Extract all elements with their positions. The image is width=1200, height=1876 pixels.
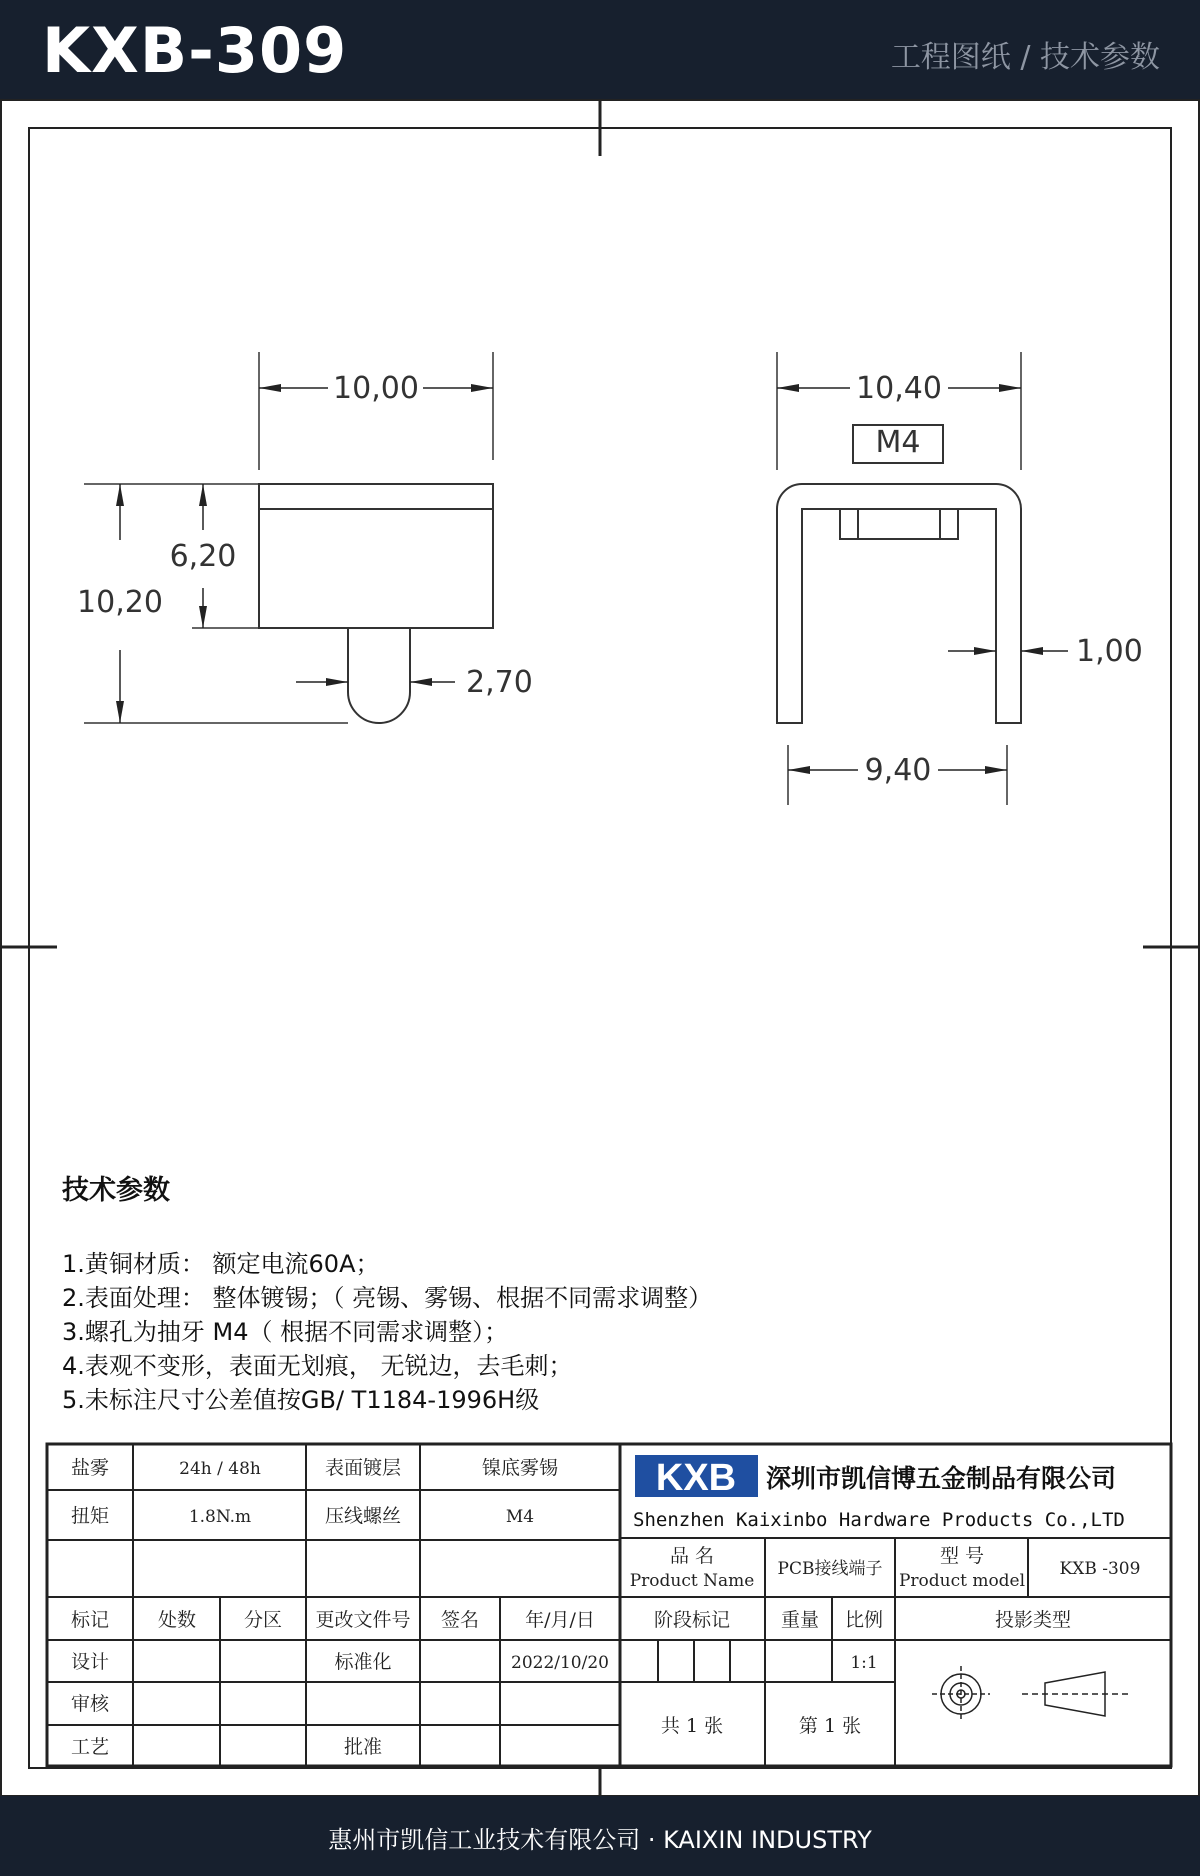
rev-header-date: 年/月/日 xyxy=(525,1609,595,1631)
company-logo xyxy=(635,1455,758,1499)
model-cn: 型 号 xyxy=(939,1545,985,1567)
screw-value: M4 xyxy=(505,1507,535,1527)
rev-header-mark: 标记 xyxy=(70,1609,110,1631)
sheet-number: 第 1 张 xyxy=(798,1715,862,1737)
process-label: 工艺 xyxy=(70,1736,110,1758)
rev-header-doc: 更改文件号 xyxy=(315,1609,411,1631)
scale-label: 比例 xyxy=(844,1609,884,1631)
scale-value: 1:1 xyxy=(850,1653,878,1673)
spec-line: 4.表观不变形，表面无划痕， 无锐边，去毛刺； xyxy=(62,1352,573,1380)
design-label: 设计 xyxy=(70,1651,110,1673)
design-date: 2022/10/20 xyxy=(511,1653,609,1673)
standard-label: 标准化 xyxy=(334,1651,392,1673)
dim-side-inner-width: 9,40 xyxy=(864,753,932,788)
rev-header-sign: 签名 xyxy=(440,1609,480,1631)
approve-label: 批准 xyxy=(343,1736,383,1758)
dim-front-body-height: 6,20 xyxy=(169,539,237,574)
plating-label: 表面镀层 xyxy=(324,1457,402,1479)
model-title: KXB-309 xyxy=(42,14,348,87)
header-subtitle: 工程图纸 / 技术参数 xyxy=(890,40,1160,75)
side-view xyxy=(777,352,1021,805)
side-dimensions xyxy=(777,388,1068,770)
product-name-value: PCB接线端子 xyxy=(777,1559,883,1579)
spec-line: 3.螺孔为抽牙 M4（ 根据不同需求调整）； xyxy=(62,1318,509,1346)
specs-title: 技术参数 xyxy=(62,1175,170,1206)
rev-header-zone: 分区 xyxy=(243,1609,283,1631)
dim-side-thickness: 1,00 xyxy=(1076,634,1143,669)
company-name-cn: 深圳市凯信博五金制品有限公司 xyxy=(766,1464,1117,1493)
torque-value: 1.8N.m xyxy=(188,1507,252,1527)
dim-front-tab-width: 2,70 xyxy=(466,665,533,700)
dim-front-width: 10,00 xyxy=(333,371,419,406)
sheet-frame xyxy=(1,100,1199,1796)
plating-value: 镍底雾锡 xyxy=(481,1457,559,1479)
stage-label: 阶段标记 xyxy=(653,1609,731,1631)
dim-side-outer-width: 10,40 xyxy=(856,371,942,406)
technical-specs xyxy=(62,1168,712,1417)
dim-front-total-height: 10,20 xyxy=(77,585,163,620)
salt-spray-value: 24h / 48h xyxy=(179,1459,261,1479)
projection-symbol-icon xyxy=(932,1666,1130,1722)
torque-label: 扭矩 xyxy=(70,1505,110,1527)
total-sheets: 共 1 张 xyxy=(660,1715,724,1737)
spec-line: 5.未标注尺寸公差值按GB/ T1184-1996H级 xyxy=(62,1386,540,1414)
projection-label: 投影类型 xyxy=(994,1609,1072,1631)
rev-header-count: 处数 xyxy=(157,1609,197,1631)
spec-line: 2.表面处理： 整体镀锡；（ 亮锡、雾锡、根据不同需求调整） xyxy=(62,1284,713,1312)
front-view xyxy=(84,352,493,723)
review-label: 审核 xyxy=(70,1693,110,1715)
footer-bar xyxy=(0,1796,1200,1876)
product-name-cn: 品 名 xyxy=(669,1545,715,1567)
model-en: Product model xyxy=(898,1571,1026,1591)
thread-label: M4 xyxy=(875,425,921,460)
salt-spray-label: 盐雾 xyxy=(70,1457,110,1479)
model-value: KXB -309 xyxy=(1059,1559,1141,1579)
spec-line: 1.黄铜材质： 额定电流60A； xyxy=(62,1250,380,1278)
logo-text: KXB xyxy=(655,1457,737,1499)
screw-label: 压线螺丝 xyxy=(324,1505,402,1527)
company-name-en: Shenzhen Kaixinbo Hardware Products Co.,LTD xyxy=(633,1509,1125,1531)
footer-text: 惠州市凯信工业技术有限公司 · KAIXIN INDUSTRY xyxy=(328,1826,872,1854)
product-name-en: Product Name xyxy=(629,1571,755,1591)
weight-label: 重量 xyxy=(780,1609,820,1631)
